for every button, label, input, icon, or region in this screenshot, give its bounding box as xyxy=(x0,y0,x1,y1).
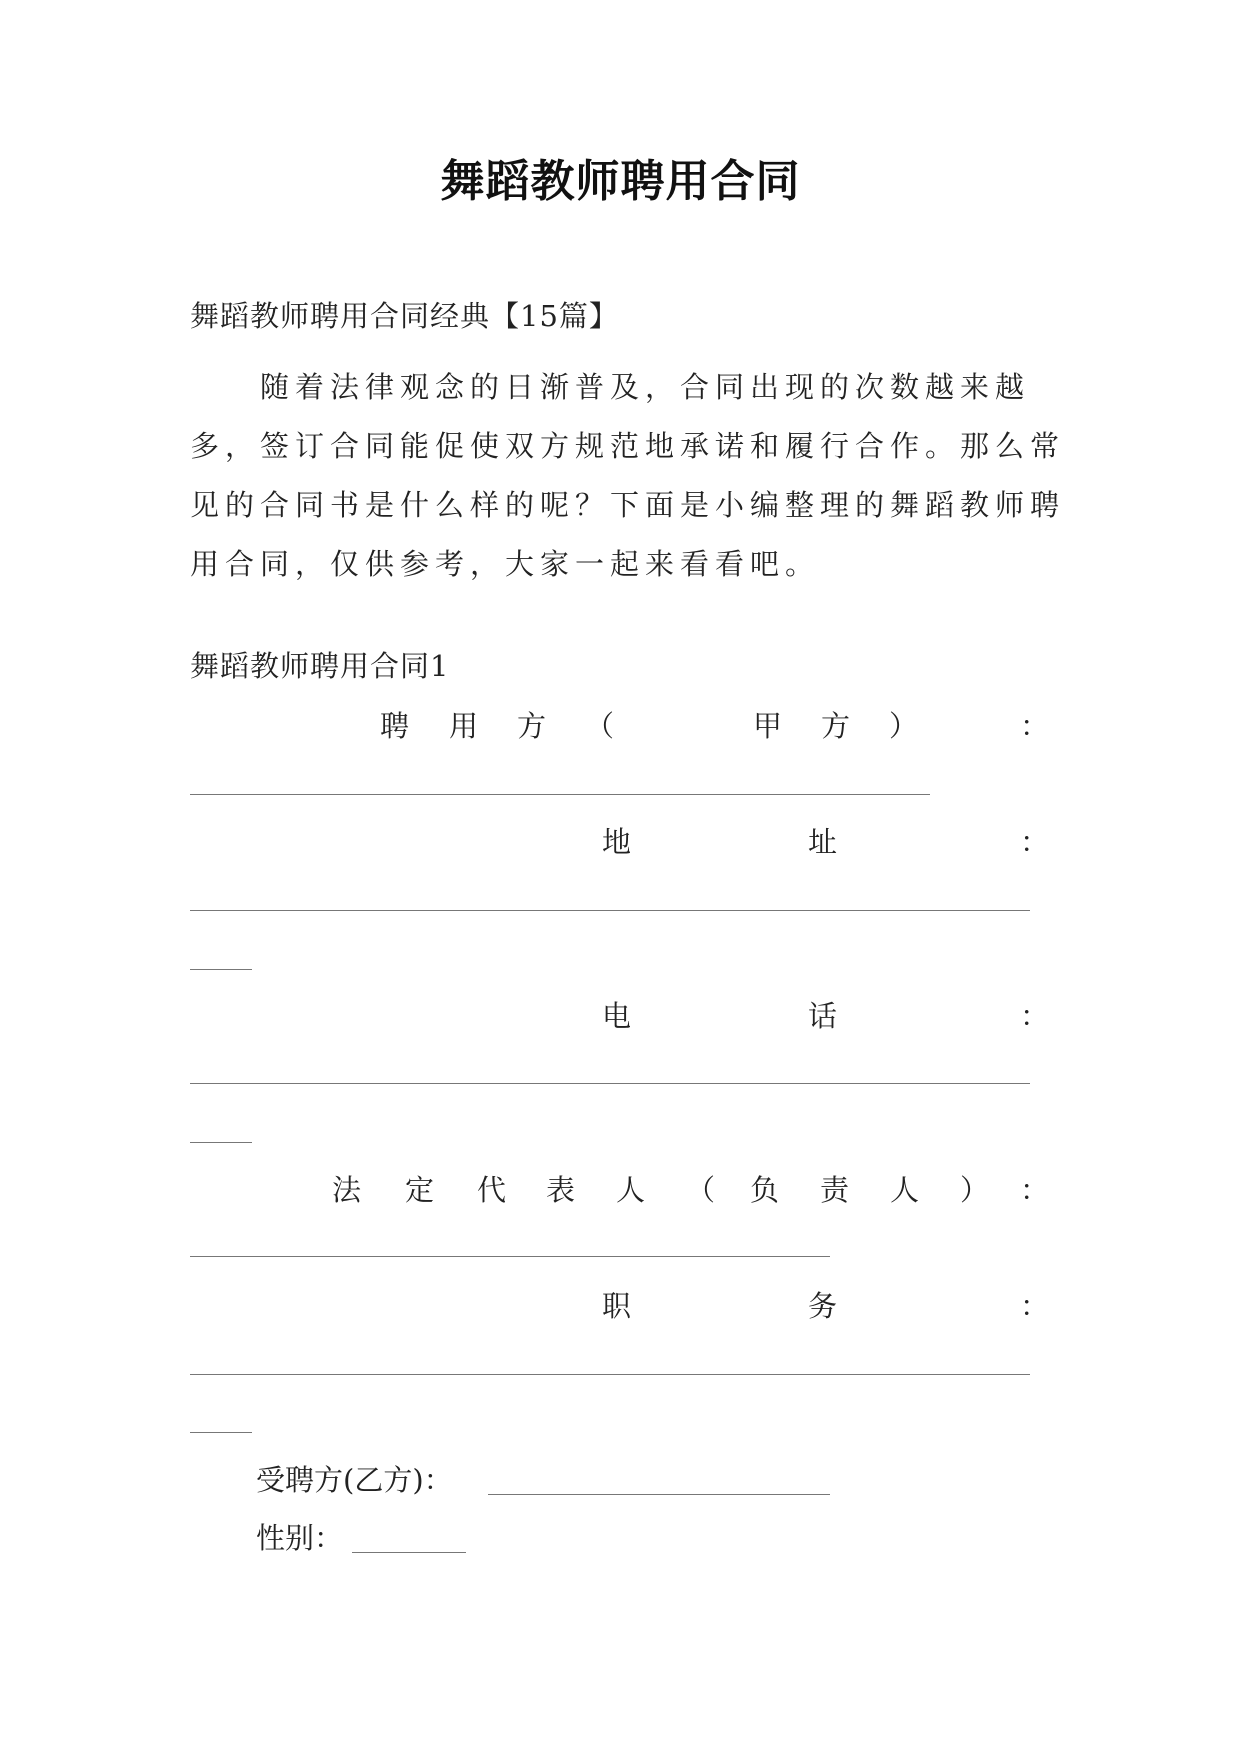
phone-label xyxy=(190,999,1050,1042)
position-char: 务 xyxy=(808,1289,838,1323)
legal-rep-char: 代 xyxy=(477,1173,507,1207)
party-a-char: 甲 xyxy=(753,709,783,743)
legal-rep-char: 法 xyxy=(332,1173,362,1207)
legal-rep-char: 人 xyxy=(890,1173,920,1207)
party-a-char: 聘 xyxy=(380,709,410,743)
gender-blank[interactable] xyxy=(352,1552,466,1553)
legal-rep-char: ： xyxy=(1020,1173,1050,1207)
party-b-blank[interactable] xyxy=(488,1494,830,1495)
position-blank[interactable] xyxy=(190,1374,1030,1375)
document-subtitle: 舞蹈教师聘用合同经典【15篇】 xyxy=(190,299,619,333)
gender-label: 性别： xyxy=(256,1521,344,1555)
address-blank[interactable] xyxy=(190,910,1030,911)
phone-char: ： xyxy=(1020,999,1050,1033)
address-char: ： xyxy=(1020,825,1050,859)
phone-blank-cont xyxy=(190,1142,252,1143)
position-char: ： xyxy=(1020,1289,1050,1323)
address-char: 址 xyxy=(808,825,838,859)
legal-rep-char: 责 xyxy=(820,1173,850,1207)
legal-rep-blank[interactable] xyxy=(190,1256,830,1257)
document-title: 舞蹈教师聘用合同 xyxy=(440,156,801,207)
party-a-char: 方 xyxy=(517,709,547,743)
address-char: 地 xyxy=(602,825,632,859)
legal-rep-char: 人 xyxy=(616,1173,646,1207)
section-heading: 舞蹈教师聘用合同1 xyxy=(190,649,450,683)
party-a-char: ） xyxy=(889,709,919,743)
party-a-char: 方 xyxy=(821,709,851,743)
address-blank-cont xyxy=(190,969,252,970)
party-a-char: （ xyxy=(585,709,615,743)
position-blank-cont xyxy=(190,1432,252,1433)
phone-char: 话 xyxy=(808,999,838,1033)
party-a-blank[interactable] xyxy=(190,794,930,795)
party-a-char: 用 xyxy=(449,709,479,743)
legal-rep-char: ） xyxy=(960,1173,990,1207)
phone-blank[interactable] xyxy=(190,1083,1030,1084)
party-a-char: ： xyxy=(1020,709,1050,743)
legal-rep-char: 负 xyxy=(750,1173,780,1207)
party-a-label xyxy=(190,709,1050,752)
legal-rep-label xyxy=(190,1173,1050,1216)
party-b-label: 受聘方(乙方)： xyxy=(256,1463,453,1497)
phone-char: 电 xyxy=(602,999,632,1033)
legal-rep-char: （ xyxy=(686,1173,716,1207)
legal-rep-char: 表 xyxy=(546,1173,576,1207)
address-label xyxy=(190,825,1050,868)
position-label xyxy=(190,1289,1050,1332)
legal-rep-char: 定 xyxy=(405,1173,435,1207)
intro-paragraph: 随着法律观念的日渐普及，合同出现的次数越来越多，签订合同能促使双方规范地承诺和履行合作。那么常见的合同书是什么样的呢？下面是小编整理的舞蹈教师聘用合同，仅供参考，大家一起来看看吧。 xyxy=(190,370,1066,581)
position-char: 职 xyxy=(602,1289,632,1323)
